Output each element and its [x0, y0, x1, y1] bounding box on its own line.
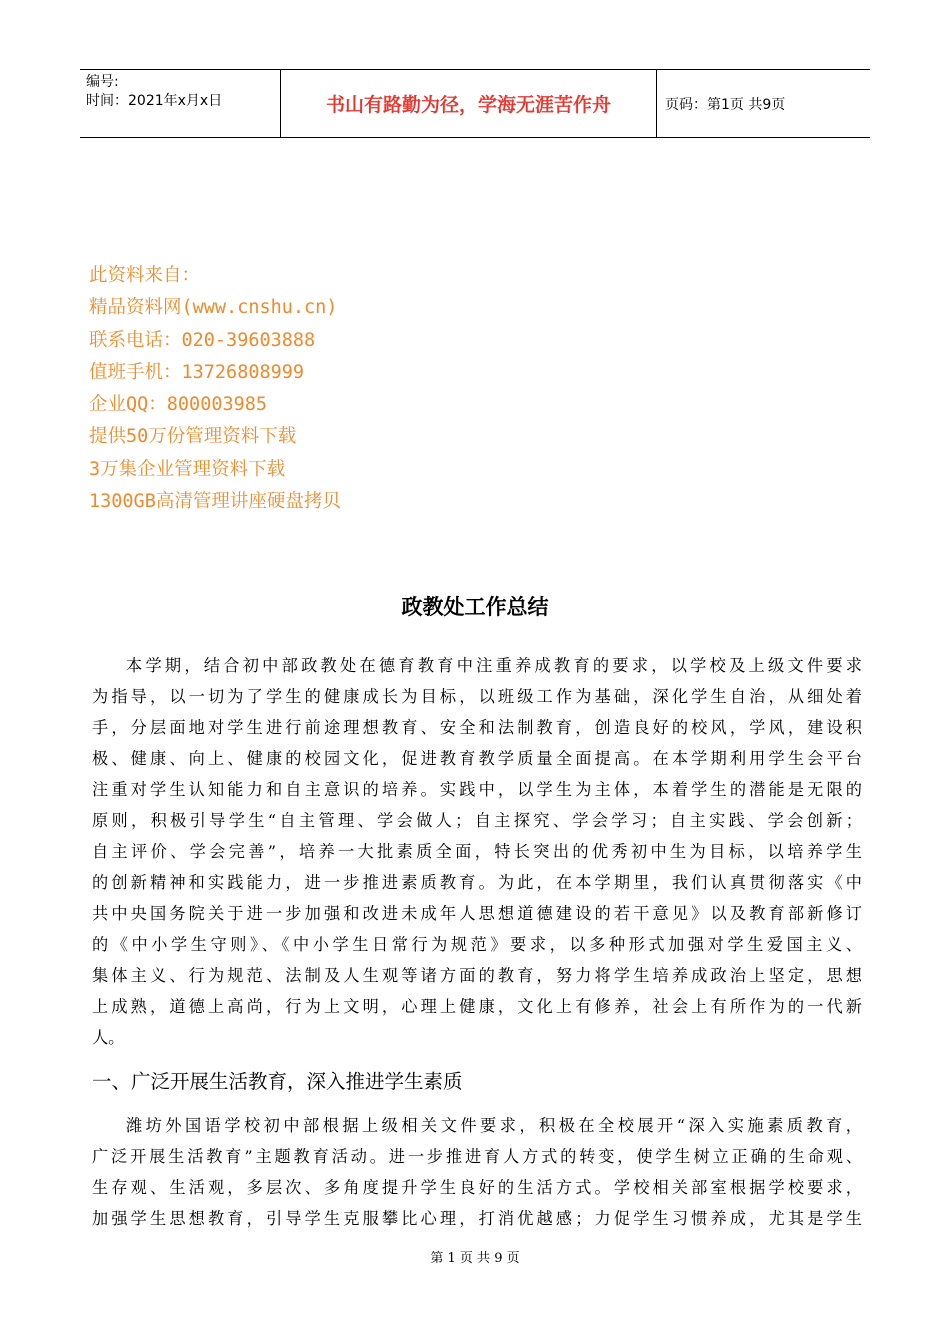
paragraph-line: 加强学生思想教育，引导学生克服攀比心理，打消优越感；力促学生习惯养成，尤其是学生 [92, 1209, 862, 1228]
header-meta-cell [80, 70, 281, 137]
document-number-label: 编号: [86, 74, 119, 90]
section-heading: 一、广泛开展生活教育，深入推进学生素质 [92, 1070, 463, 1093]
document-title: 政教处工作总结 [401, 595, 549, 619]
header-motto: 书山有路勤为径，学海无涯苦作舟 [281, 70, 657, 137]
paragraph-line: 的《中小学生守则》、《中小学生日常行为规范》要求，以多种形式加强对学生爱国主义、 [92, 935, 862, 954]
paragraph-line: 共中央国务院关于进一步加强和改进未成年人思想道德建设的若干意见》以及教育部新修订 [92, 904, 862, 923]
document-date-label: 时间：2021年x月x日 [86, 93, 223, 109]
header-page-info: 页码：第1页 共9页 [665, 96, 786, 113]
paragraph-line: 自主评价、学会完善”，培养一大批素质全面，特长突出的优秀初中生为目标，以培养学生 [92, 842, 862, 861]
source-line: 此资料来自： [89, 265, 201, 286]
document-header-table [80, 69, 870, 138]
paragraph-line: 原则，积极引导学生“自主管理、学会做人；自主探究、学会学习；自主实践、学会创新； [92, 811, 862, 830]
paragraph-line: 集体主义、行为规范、法制及人生观等诸方面的教育，努力将学生培养成政治上坚定，思想 [92, 966, 862, 985]
paragraph-line: 的创新精神和实践能力，进一步推进素质教育。为此，在本学期里，我们认真贯彻落实《中 [92, 873, 862, 892]
page-footer: 第 1 页 共 9 页 [430, 1251, 520, 1266]
paragraph-line: 人。 [92, 1028, 125, 1047]
intro-paragraph [92, 650, 862, 1053]
source-line: 值班手机：13726808999 [89, 361, 305, 383]
paragraph-line: 广泛开展生活教育”主题教育活动。进一步推进育人方式的转变，使学生树立正确的生命观、 [92, 1147, 862, 1166]
paragraph-line: 为指导，以一切为了学生的健康成长为目标，以班级工作为基础，深化学生自治，从细处着 [92, 687, 862, 706]
source-line: 3万集企业管理资料下载 [89, 458, 286, 480]
source-line: 精品资料网(www.cnshu.cn) [89, 297, 338, 319]
source-line: 企业QQ：800003985 [89, 394, 268, 416]
source-line: 联系电话：020-39603888 [89, 329, 316, 351]
section-paragraph [92, 1110, 862, 1234]
source-line: 提供50万份管理资料下载 [89, 426, 297, 448]
paragraph-line: 潍坊外国语学校初中部根据上级相关文件要求，积极在全校展开“深入实施素质教育， [126, 1116, 862, 1135]
paragraph-line: 注重对学生认知能力和自主意识的培养。实践中，以学生为主体，本着学生的潜能是无限的 [92, 780, 862, 799]
paragraph-line: 生存观、生活观，多层次、多角度提升学生良好的生活方式。学校相关部室根据学校要求， [92, 1178, 862, 1197]
paragraph-line: 上成熟，道德上高尚，行为上文明，心理上健康，文化上有修养，社会上有所作为的一代新 [92, 997, 862, 1016]
source-line: 1300GB高清管理讲座硬盘拷贝 [89, 491, 341, 513]
paragraph-line: 极、健康、向上、健康的校园文化，促进教育教学质量全面提高。在本学期利用学生会平台 [92, 749, 862, 768]
source-info-block [89, 260, 341, 518]
paragraph-line: 本学期，结合初中部政教处在德育教育中注重养成教育的要求，以学校及上级文件要求 [126, 656, 862, 675]
paragraph-line: 手，分层面地对学生进行前途理想教育、安全和法制教育，创造良好的校风，学风，建设积 [92, 718, 862, 737]
